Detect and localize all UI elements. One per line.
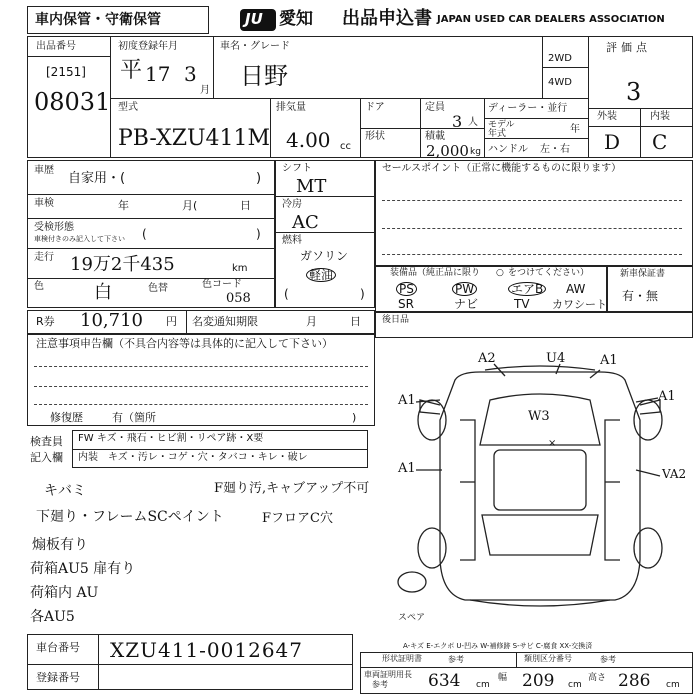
notes-label: 注意事項申告欄（不具合内容等は具体的に記入して下さい） <box>36 337 333 350</box>
acceptance-note: 車検付きのみ記入して下さい <box>34 235 125 243</box>
length-value: 634 <box>428 671 461 691</box>
chassis-value: XZU411-0012647 <box>110 638 303 662</box>
equipment-pw: PW <box>452 282 477 296</box>
width-unit: cm <box>568 680 582 690</box>
repair-label: 修復歴 <box>50 411 83 424</box>
width-label: 幅 <box>498 673 508 683</box>
ac-value: AC <box>292 212 319 233</box>
displacement-label: 排気量 <box>276 102 306 113</box>
fuel-options: ガソリン <box>300 249 349 263</box>
cert-label: 形状証明書 <box>382 654 422 663</box>
mirror-right <box>640 400 660 414</box>
fuel-paren: ( <box>284 287 289 301</box>
right-side-panel <box>605 420 620 560</box>
inspector-label: 検査員 <box>30 435 63 448</box>
inspection-year: 年 <box>118 199 129 212</box>
spare-tire <box>398 572 426 592</box>
drive-2wd: 2WD <box>548 53 572 64</box>
mark-roof: W3 <box>528 409 550 424</box>
notice-label: 名変通知期限 <box>192 315 258 328</box>
rear-window <box>482 515 598 555</box>
lot-sub-number: [2151] <box>46 65 86 79</box>
fuel-label: 燃料 <box>282 235 302 246</box>
recycle-label: R券 <box>36 315 55 328</box>
brand-logo-text: JU <box>245 10 263 28</box>
history-label: 車歴 <box>34 165 54 176</box>
rear-bumper <box>470 600 610 606</box>
registration-label: 初度登録年月 <box>118 41 178 52</box>
lot-number: 08031 <box>34 88 111 116</box>
handle-value: 左・右 <box>540 144 570 155</box>
shift-label: シフト <box>282 163 312 174</box>
form-title: 出品申込書 <box>342 8 432 29</box>
dealer-label: ディーラー・並行 <box>488 103 568 114</box>
cert-sub: 参考 <box>448 655 464 664</box>
wheel-front-right <box>634 400 662 440</box>
mileage-unit: km <box>232 263 248 274</box>
color-code-value: 058 <box>226 291 251 306</box>
equipment-circle-mark: ○ <box>496 268 504 278</box>
new-warranty-value: 有・無 <box>622 289 659 303</box>
roof <box>494 450 586 510</box>
height-value: 286 <box>618 671 651 691</box>
interior-row-label: 内装 <box>78 452 98 463</box>
mark-right-upper: A1 <box>658 389 676 404</box>
chassis-label: 車台番号 <box>36 641 80 654</box>
registration-month: 3 <box>184 62 197 86</box>
color-value: 白 <box>94 282 112 303</box>
interior-row: キズ・汚レ・コゲ・穴・タバコ・キレ・破レ <box>108 452 308 463</box>
inspection-label: 車検 <box>34 198 54 209</box>
interior-label: 内装 <box>650 111 670 122</box>
acceptance-label: 受検形態 <box>34 222 74 233</box>
equipment-seat: カワシート <box>552 298 607 311</box>
recycle-amount: 10,710 <box>80 310 143 331</box>
mark-front-center: U4 <box>546 351 566 366</box>
capacity-value: 3 <box>452 112 463 131</box>
history-value: 自家用・( <box>68 171 126 186</box>
fuel-selected: 軽油 <box>306 268 336 282</box>
equipment-tv: TV <box>514 297 530 311</box>
association-name: JAPAN USED CAR DEALERS ASSOCIATION <box>437 14 665 25</box>
recycle-unit: 円 <box>166 315 177 328</box>
registration-year: 17 <box>145 62 171 86</box>
car-body-outline <box>440 372 640 600</box>
wheel-rear-right <box>634 528 662 568</box>
vehicle-name: 日野 <box>240 62 288 90</box>
exterior-label: 外装 <box>597 111 617 122</box>
mirror-left <box>420 400 440 414</box>
inspection-day: 日 <box>240 199 251 212</box>
load-unit: kg <box>470 147 481 157</box>
note-yellowing: キバミ <box>44 483 86 499</box>
capacity-label: 定員 <box>425 102 445 113</box>
fuel-paren-close: ) <box>360 287 365 301</box>
damage-x-mark: × <box>548 438 557 449</box>
model-label: 型式 <box>118 102 138 113</box>
mileage-label: 走行 <box>34 252 54 263</box>
handle-label: ハンドル <box>488 144 528 155</box>
note-gate: 煽板有り <box>32 537 88 553</box>
equipment-ps: PS <box>396 282 417 296</box>
shape-label: 形状 <box>365 131 385 142</box>
mark-left-middle: A1 <box>398 461 416 476</box>
year-unit: 年 <box>570 124 580 135</box>
equipment-airbag: エアB <box>508 282 546 296</box>
vehicle-name-label: 車名・グレード <box>220 41 290 52</box>
repair-paren-close: ) <box>352 411 357 424</box>
registration-number-label: 登録番号 <box>36 671 80 684</box>
history-paren-close: ) <box>256 171 262 186</box>
note-cargo-door: 荷箱AU5 扉有り <box>30 561 136 577</box>
model-year-sub: 年式 <box>488 129 507 139</box>
mileage-value: 19万2千435 <box>70 254 175 275</box>
color-label: 色 <box>34 281 44 292</box>
note-cargo-inside: 荷箱内 AU <box>30 585 99 601</box>
mark-front-right: A1 <box>600 353 618 368</box>
shift-value: MT <box>296 176 327 197</box>
inspection-month: 月( <box>182 199 198 212</box>
mark-front-left: A2 <box>478 351 496 366</box>
width-value: 209 <box>522 671 555 691</box>
height-unit: cm <box>666 680 680 690</box>
mark-right-middle: VA2 <box>662 467 687 481</box>
equipment-label: 装備品（純正品に限り <box>390 268 481 278</box>
damage-legend: A-キズ E-エクボ U-凹み W-補修跡 S-サビ C-腐食 XX-交換済 <box>403 642 593 650</box>
load-value: 2,000 <box>426 142 469 160</box>
height-label: 高さ <box>588 673 607 683</box>
brand-region: 愛知 <box>279 9 313 29</box>
model-value: PB-XZU411M <box>118 126 271 151</box>
equipment-navi: ナビ <box>454 297 479 311</box>
doors-label: ドア <box>365 102 385 113</box>
note-each: 各AU5 <box>30 609 75 625</box>
equipment-aw: AW <box>566 282 586 296</box>
wheel-front-left <box>418 400 446 440</box>
class-label: 類別区分番号 <box>524 654 572 663</box>
displacement-unit: cc <box>340 141 351 152</box>
lot-label: 出品番号 <box>36 41 76 52</box>
wheel-rear-left <box>418 528 446 568</box>
class-sub: 参考 <box>600 655 616 664</box>
ac-label: 冷房 <box>282 199 302 210</box>
new-warranty-label: 新車保証書 <box>620 269 666 279</box>
equipment-sr: SR <box>398 297 414 311</box>
mark-left-upper: A1 <box>398 393 416 408</box>
color-change-label: 色替 <box>148 283 168 294</box>
sales-point-label: セールスポイント（正常に機能するものに限ります） <box>382 163 622 174</box>
drive-4wd: 4WD <box>548 77 572 88</box>
capacity-unit: 人 <box>468 117 478 128</box>
length-unit: cm <box>476 680 490 690</box>
repair-value: 有（箇所 <box>112 411 156 424</box>
acceptance-paren-close: ) <box>256 227 261 241</box>
displacement-value: 4.00 <box>286 128 331 152</box>
interior-grade: C <box>652 130 668 154</box>
evaluation-score: 3 <box>626 78 642 106</box>
equipment-label-after: をつけてください） <box>508 268 590 278</box>
model-year-label: モデル <box>488 120 515 130</box>
fw-row: FW キズ・飛石・ヒビ割・リペア跡・X要 <box>78 433 264 444</box>
front-bumper <box>485 366 595 370</box>
evaluation-label: 評価点 <box>606 41 651 54</box>
note-front-dirt: F廻り汚,キャブアップ不可 <box>214 481 370 496</box>
acceptance-paren: ( <box>142 227 147 241</box>
length-label: 車両証明用長 <box>364 670 412 679</box>
inspector-sub: 記入欄 <box>30 451 63 464</box>
spare-label: スペア <box>398 613 426 623</box>
rear-items-label: 後日品 <box>382 315 410 325</box>
registration-month-unit: 月 <box>200 85 210 96</box>
load-label: 積載 <box>425 131 445 142</box>
length-sub: 参考 <box>372 680 388 689</box>
notice-day: 日 <box>350 315 361 328</box>
note-underbody: 下廻り・フレームSCペイント <box>36 509 224 525</box>
registration-era: 平 <box>120 58 143 83</box>
left-side-panel <box>460 420 475 560</box>
exterior-grade: D <box>604 130 621 154</box>
storage-title: 車内保管・守衛保管 <box>35 12 161 28</box>
notice-month: 月 <box>306 315 317 328</box>
note-floor-hole: FフロアC穴 <box>262 511 333 526</box>
color-code-label: 色コード <box>202 279 242 290</box>
